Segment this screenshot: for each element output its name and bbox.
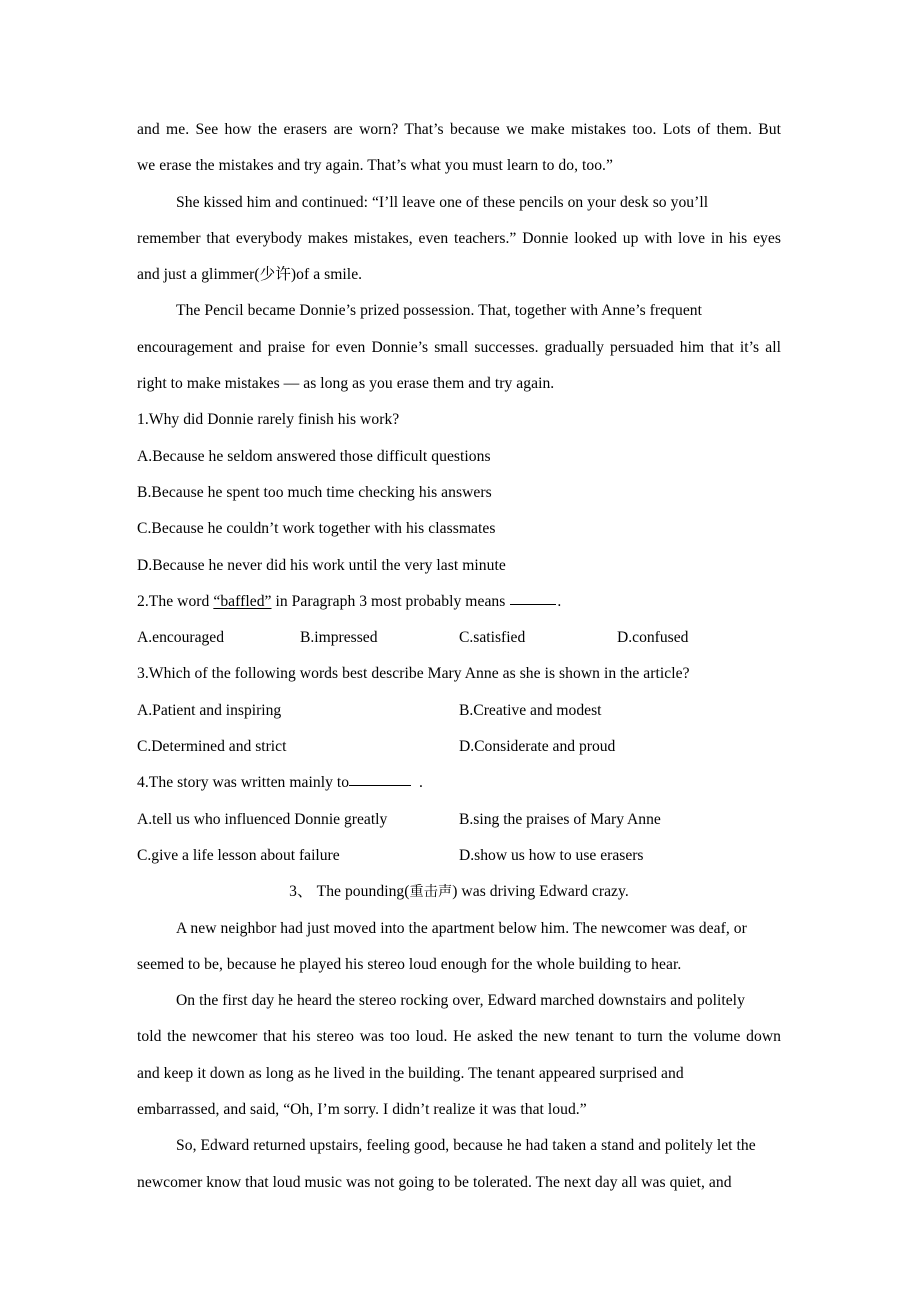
question-3-options-row-1 <box>137 693 781 729</box>
question-3-options-row-2 <box>137 729 781 765</box>
paragraph-the-pencil-became-line-1 <box>137 293 781 329</box>
answer-blank[interactable] <box>510 604 556 605</box>
continued-line-2: we erase the mistakes and try again. That’s what you must learn to do, too.” <box>137 157 613 175</box>
question-2-options-row <box>137 620 781 656</box>
question-3-option-a[interactable]: A.Patient and inspiring <box>137 701 282 719</box>
paragraph-text: She kissed him and continued: “I’ll leave one of these pencils on your desk so you’ll <box>176 193 709 211</box>
question-2-stem-after: in Paragraph 3 most probably means <box>271 592 510 610</box>
paragraph-new-neighbor-line-2: seemed to be, because he played his stereo loud enough for the whole building to hear. <box>137 955 682 973</box>
question-3-option-d[interactable]: D.Considerate and proud <box>459 738 616 756</box>
question-2-option-b[interactable]: B.impressed <box>300 629 378 647</box>
question-1-stem: 1.Why did Donnie rarely finish his work? <box>137 411 400 429</box>
paragraph-text: On the first day he heard the stereo rocking over, Edward marched downstairs and politely <box>176 992 745 1010</box>
question-2-option-c[interactable]: C.satisfied <box>459 629 526 647</box>
question-4-options-row-2 <box>137 838 781 874</box>
question-4-option-c[interactable]: C.give a life lesson about failure <box>137 846 340 864</box>
paragraph-she-kissed-him-line-3: and just a glimmer(少许)of a smile. <box>137 266 363 284</box>
passage-two-marker: 3、 <box>289 883 313 901</box>
passage-two-heading-before: The pounding( <box>312 883 410 901</box>
question-2-option-a[interactable]: A.encouraged <box>137 629 225 647</box>
paragraph-so-edward-returned-line-1 <box>137 1128 781 1164</box>
question-1-option-d[interactable]: D.Because he never did his work until the very last minute <box>137 556 506 574</box>
answer-blank[interactable] <box>349 785 411 786</box>
paragraph-the-pencil-became-line-3: right to make mistakes — as long as you erase them and try again. <box>137 375 555 393</box>
question-4-option-a[interactable]: A.tell us who influenced Donnie greatly <box>137 810 388 828</box>
question-4-options-row-1 <box>137 802 781 838</box>
question-4-option-b[interactable]: B.sing the praises of Mary Anne <box>459 810 661 828</box>
paragraph-she-kissed-him-line-2: remember that everybody makes mistakes, even teachers.” Donnie looked up with love in his eyes <box>137 229 781 247</box>
question-2-stem-end: . <box>557 592 562 610</box>
paragraph-first-day-line-1 <box>137 983 781 1019</box>
question-2-underlined-word: “baffled” <box>213 592 272 610</box>
paragraph-new-neighbor-line-1 <box>137 911 781 947</box>
paragraph-text: The Pencil became Donnie’s prized possession. That, together with Anne’s frequent <box>176 302 703 320</box>
document-text-body <box>137 112 781 1201</box>
paragraph-so-edward-returned-line-2: newcomer know that loud music was not going to be tolerated. The next day all was quiet, and <box>137 1173 732 1191</box>
paragraph-first-day-line-4: embarrassed, and said, “Oh, I’m sorry. I didn’t realize it was that loud.” <box>137 1101 587 1119</box>
question-2-stem <box>137 584 781 620</box>
question-2-option-d[interactable]: D.confused <box>617 629 689 647</box>
question-3-stem: 3.Which of the following words best describe Mary Anne as she is shown in the article? <box>137 665 690 683</box>
question-1-option-c[interactable]: C.Because he couldn’t work together with his classmates <box>137 520 496 538</box>
question-4-stem-end: . <box>419 774 423 792</box>
question-3-option-b[interactable]: B.Creative and modest <box>459 701 602 719</box>
question-4-stem <box>137 765 781 801</box>
passage-two-heading-after: ) was driving Edward crazy. <box>452 883 629 901</box>
question-1-option-a[interactable]: A.Because he seldom answered those difficult questions <box>137 447 491 465</box>
paragraph-first-day-line-2: told the newcomer that his stereo was too loud. He asked the new tenant to turn the volume down <box>137 1028 781 1046</box>
passage-two-heading <box>137 874 781 910</box>
paragraph-text: A new neighbor had just moved into the apartment below him. The newcomer was deaf, or <box>176 919 747 937</box>
question-4-option-d[interactable]: D.show us how to use erasers <box>459 846 644 864</box>
paragraph-text: So, Edward returned upstairs, feeling good, because he had taken a stand and politely let the <box>176 1137 756 1155</box>
continued-line-1: and me. See how the erasers are worn? That’s because we make mistakes too. Lots of them. But <box>137 121 781 138</box>
question-3-option-c[interactable]: C.Determined and strict <box>137 738 287 756</box>
question-4-stem-before: 4.The story was written mainly to <box>137 774 350 792</box>
paragraph-first-day-line-3: and keep it down as long as he lived in the building. The tenant appeared surprised and <box>137 1064 684 1082</box>
question-2-stem-before: 2.The word <box>137 592 214 610</box>
question-1-option-b[interactable]: B.Because he spent too much time checking his answers <box>137 483 492 501</box>
paragraph-she-kissed-him-line-1 <box>137 185 781 221</box>
paragraph-the-pencil-became-line-2: encouragement and praise for even Donnie’s small successes. gradually persuaded him that it’s all <box>137 338 781 356</box>
passage-two-heading-gloss: 重击声 <box>409 884 453 901</box>
